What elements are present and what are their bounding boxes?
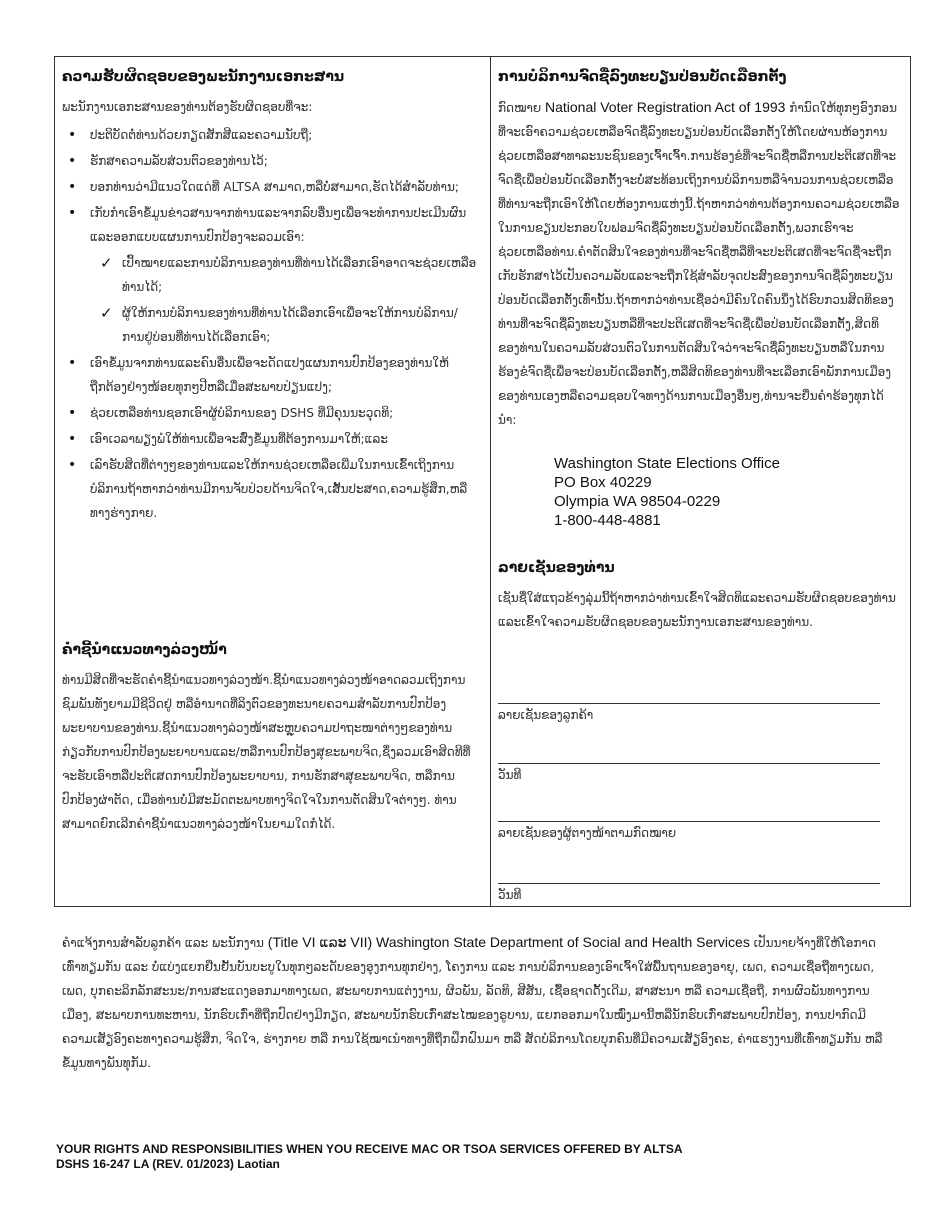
signature-line (498, 821, 880, 822)
client-signature-field[interactable] (498, 703, 880, 722)
date-line (498, 763, 880, 764)
phone-number: 1-800-448-4881 (554, 512, 661, 529)
responsibilities-intro: ພະນັກງານເອກະສານຂອງທ່ານຕ້ອງຮັບຜິດຊອບທີ່ຈະ: (62, 100, 313, 114)
list-item: • ປະຕິບັດຕໍ່ທ່ານດ້ວຍກຽດສັກສີແລະຄວາມນັບຖື; (62, 123, 480, 147)
advance-directive-text: ທ່ານມີສິດທີ່ຈະຮັດຄຳຊີ້ນຳແນວທາງລ່ວງໜ້າ.ຊີ້ນຳແນວທາງລ່ວງໜ້າອາດລວມເຖິງການຊົມພັນທັງຍາມມີຊີວິດຢູ່ ຫລືອຳນາດທີ່ລິງຕົວຂອງທະນາຍຄວາມສຳລັບການປົກປ້ອງພະຍາບານຂອງທ່ານ.ຊີ້ນຳແນວທາງລ່ວງໜ້າສະຫຼຸບຄວາມປາຖະໜາຕ່າງໆຂອງທ່ານກ່ຽວກັບການປົກປ້ອງພະຍາບານແລະ/ຫລືການປົກປ້ອງສຸຂະພາບຈິດ,ຊຶ່ງລວມເອົາສິດທີທີ່ຈະຮັບເອົາຫລືປະຕິເສດການປົກປ້ອງພະຍາບານ, ການຮັກສາສຸຂະພາບຈິດ, ຫລືການປົກປ້ອງຜ່າຕັດ, ເມື່ອທ່ານບໍ່ມີສະມັດຕະພາບທາງຈິດໃຈໃນການຕັດສິນໃຈຕ່າງໆ. ທ່ານສາມາດຍົກເລີກຄຳຊີ້ນຳແນວທາງລ່ວງໜ້າໃນຍາມໃດກໍ່ໄດ້. (62, 673, 471, 831)
responsibilities-heading: ຄວາມຮັບຜິດຊອບຂອງພະນັກງານເອກະສານ (62, 69, 345, 85)
form-footer (56, 1142, 683, 1172)
elections-office-address (498, 454, 900, 530)
date-label: ວັນທີ (498, 888, 522, 902)
left-column (55, 57, 491, 906)
list-item: • ຊ່ວຍເຫລືອທ່ານຊອກເອົາຜູ້ບໍລິການຂອງ DSHS ທີ່ມີຄຸນນະວຸດທິ; (62, 401, 480, 425)
advance-directive-heading: ຄຳຊີ້ນຳແນວທາງລ່ວງໜ້າ (62, 642, 227, 658)
sub-list-item: ✓ ເປົ້າໝາຍແລະການບໍລິການຂອງທ່ານທີ່ທ່ານໄດ້ເລືອກເອົາອາດຈະຊ່ວຍເຫລືອທ່ານໄດ້; (62, 251, 480, 299)
rights-form-frame (54, 56, 911, 907)
signature-line (498, 703, 880, 704)
signature-heading: ລາຍເຊັນຂອງທ່ານ (498, 560, 615, 576)
client-signature-label: ລາຍເຊັນຂອງລູກຄ້າ (498, 708, 594, 722)
sub-list-item: ✓ ຜູ້ໃຫ້ການບໍລິການຂອງທ່ານທີ່ທ່ານໄດ້ເລືອກເອົາເພື່ອຈະໃຫ້ການບໍລິການ/ການຢູ່ບ່ອນທີ່ທ່ານໄດ້ເລືອກເອົາ; (62, 301, 480, 349)
address-line: Washington State Elections Office (554, 455, 780, 472)
responsibilities-list (62, 123, 480, 249)
address-line: Olympia WA 98504-0229 (554, 493, 721, 510)
form-number: DSHS 16-247 LA (REV. 01/2023) Laotian (56, 1157, 280, 1171)
sub-list (62, 251, 480, 349)
list-item: • ເລົາຮັບສິດທີ່ຕ່າງໆຂອງທ່ານແລະໃຫ້ການຊ່ວຍເຫລືອເພີ່ມໃນການເຂົ້າເຖິງການບໍລິການຖ້າຫາກວ່າທ່ານມີການຈັບປ່ວຍດ້ານຈິດໃຈ,ເສັ້ນປະສາດ,ຄວາມຮູ້ສຶກ,ຫລືທາງຮ່າງກາຍ. (62, 453, 480, 525)
date-line (498, 883, 880, 884)
list-item: • ເກັບກຳເອົາຂໍ້ມູນຂ່າວສານຈາກທ່ານແລະຈາກລົບອື່ນໆເພື່ອຈະທຳການປະເມີນຜົນແລະອອກແບບແຜນການປົກປ້ອງຈະລວມເອົາ: (62, 201, 480, 249)
date-label: ວັນທີ (498, 768, 522, 782)
list-item: • ເອົາຂໍ້ມູນຈາກທ່ານແລະຄົນອື່ນເພື່ອຈະດັດແປງແຜນການປົກປ້ອງຂອງທ່ານໃຫ້ຖືກຕ້ອງຢ່າງໜ້ອຍທຸກໆປີຫລືເມື່ອສະພາບປ່ຽນແປງ; (62, 351, 480, 399)
voter-registration-heading: ການບໍລິການຈົດຊື່ລົງທະບຽນປ່ອນບັດເລືອກຕັ້ງ (498, 69, 787, 85)
representative-signature-field[interactable] (498, 821, 880, 840)
list-item: • ບອກທ່ານວ່າມີແນວໃດແດ່ທີ່ ALTSA ສາມາດ,ຫລືບໍ່ສາມາດ,ຮັດໄດ້ສຳລັບທ່ານ; (62, 175, 480, 199)
checkmark-icon: ✓ (100, 254, 113, 272)
list-item: • ເອົາເວລາພຽງພໍໃຫ້ທ່ານເພື່ອຈະສົ່ງຂໍ້ມູນທີ່ຕ້ອງການມາໃຫ້;ແລະ (62, 427, 480, 451)
form-title: YOUR RIGHTS AND RESPONSIBILITIES WHEN YOU RECEIVE MAC OR TSOA SERVICES OFFERED BY ALTSA (56, 1142, 683, 1156)
representative-signature-label: ລາຍເຊັນຂອງຜູ້ຕາງໜ້າຕາມກົດໝາຍ (498, 826, 677, 840)
client-date-field[interactable] (498, 763, 880, 782)
nondiscrimination-notice: ຄຳແຈ້ງການສຳລັບລູກຄ້າ ແລະ ພະນັກງານ (Title VI ແລະ VII) Washington State Department of Social and Health Services ເປັນນາຍຈ້າງທີ່ໃຫ້ໂອກາດເທົ່າທຽມກັນ ແລະ ບໍ່ແບ່ງແຍກຢືນຢັ້ນບັນບະບູໃນທຸກໆລະດັບຂອງອຸງການທຸກຢ່າງ, ໂຄງການ ແລະ ການບໍລິການຂອງເອົາເຈົ້າໃສ່ພື້ນຖານຂອງອາຍຸ, ເພດ, ຄວາມເຊື່ອຖືທາງເພດ, ເພດ, ບຸກຄະລິກລັກສະນະ/ການສະແດງອອກມາທາງເພດ, ສະພາບການແຕ່ງງານ, ຜິວພັນ, ລັດທິ, ສີສັນ, ເຊື້ອຊາດດັ້ງເດີມ, ສາສະນາ ຫລື ຄວາມເຊື່ອຖື, ການຜົວພັນທາງການເມືອງ, ສະພາບການທະຫານ, ນັກຮົບເກົ່າທີ່ຖືກປົດຢ່າງມີກຽດ, ສະພາບນັກຮົບເກົ່າສະໄໝຂອງຣູບານ, ແຍກອອກມາໃນໝົ່ງມານີ້ຫລືນັກຮົບເກົ່າສະພາບປົກປ້ອງ, ການປາກົດມີຄວາມເສັຽອົງຄະທາງຄວາມຮູ້ສຶກ, ຈິດໃຈ, ຮ່າງກາຍ ຫລື ການໃຊ້ໝາເນຳທາງທີ່ຖືກຝຶກຝົນມາ ຫລື ສັດບໍລິການໂດຍບຸກຄົນທີ່ມີຄວາມເສັຽອົງຄະ, ຄ່າແຮງງານທີ່ເທົ່າທຽມກັນ ຫລື ຂໍ້ມູນທາງພັນທຸກັມ. (62, 934, 883, 1070)
address-line: PO Box 40229 (554, 474, 652, 491)
voter-registration-text: ກົດໝາຍ National Voter Registration Act of 1993 ກຳນົດໃຫ້ທຸກໆອົງກອນທີ່ຈະເອົາຄວາມຊ່ວຍເຫລືອຈົດຊື່ລົງທະບຽນປ່ອນບັດເລືອກຕັ້ງໃຫ້ໂດຍຜ່ານຫ້ອງການຊ່ວຍເຫລືອສາທາລະນະຊົນຂອງເຈົ້າເຈົ້າ.ການຮ້ອງຂໍທີ່ຈະຈົດຊື່ຫລືການປະຕິເສດທີ່ຈະຈົດຊື່ເພື່ອປ່ອນບັດເລືອກຕັ້ງຈະບໍ່ສະທ້ອນເຖິງການບໍລິການຫລືຈຳນວນການຊ່ວຍເຫລືອທີ່ທ່ານຈະຖືກເອົາໃຫ້ໂດຍຫ້ອງການແຫ່ງນີ້.ຖ້າຫາກວ່າທ່ານຕ້ອງການຄວາມຊ່ວຍເຫລືອໃນການຂຽນປະກອບໃບຟອມຈົດຊື່ລົງທະບຽນປ່ອນບັດເລືອກຕັ້ງ,ພວກເຮົາຈະຊ່ວຍເຫລືອທ່ານ.ຄຳຕັດສິນໃຈຂອງທ່ານທີ່ຈະຈົດຊື່ຫລືທີ່ຈະປະຕິເສດທີ່ຈະຈົດຊື່ຈະຖືກເກັບຮັກສາໄວ້ເປັນຄວາມລັບແລະຈະຖືກໃຊ້ສຳລັບຈຸດປະສົງຂອງການຈົດຊື່ລົງທະບຽນປ່ອນບັດເລືອກຕັ້ງເທົ່ານັ້ນ.ຖ້າຫາກວ່າທ່ານເຊື່ອວ່າມີຄົນໃດຄົນນຶ່ງໄດ້ຮົບກວນສິດທິຂອງທ່ານທີ່ຈະຈົດຊື່ລົງທະບຽນຫລືທີ່ຈະປະຕິເສດທີ່ຈະຈົດຊື່ເພື່ອປ່ອນບັດເລືອກຕັ້ງ,ສິດທິຂອງທ່ານໃນຄວາມລັບສ່ວນຕົວໃນການຕັດສິນໃຈວ່າຈະຈົດຊື່ລົງທະບຽນຫລືໃນການຮ້ອງຂໍຈົດຊື່ເພື່ອຈະປ່ອນບັດເລືອກຕັ້ງ,ຫລືສິດທິຂອງທ່ານທີ່ຈະເລືອກເອົາພັກການເມືອງຂອງທ່ານເອງຫລືຄວາມຊອບໃຈທາງດ້ານການເມືອງອື່ນໆ,ທ່ານຈະຍື່ນຄຳຮ້ອງທຸກໄດ້ນຳ: (498, 99, 900, 427)
advance-directive-section (62, 642, 480, 836)
right-column (491, 57, 910, 906)
list-item: • ຮັກສາຄວາມລັບສ່ວນຕົວຂອງທ່ານໄວ້; (62, 149, 480, 173)
signature-instructions: ເຊັນຊື່ໃສ່ແຖວຂ້າງລຸ່ມນີ້ຖ້າຫາກວ່າທ່ານເຂົ້າໃຈສິດທິແລະຄວາມຮັບຜິດຊອບຂອງທ່ານແລະເຂົ້າໃຈຄວາມຮັບຜິດຊອບຂອງພະນັກງານເອກະສານຂອງທ່ານ. (498, 591, 896, 629)
responsibilities-list-continued (62, 351, 480, 525)
checkmark-icon: ✓ (100, 304, 113, 322)
representative-date-field[interactable] (498, 883, 880, 902)
